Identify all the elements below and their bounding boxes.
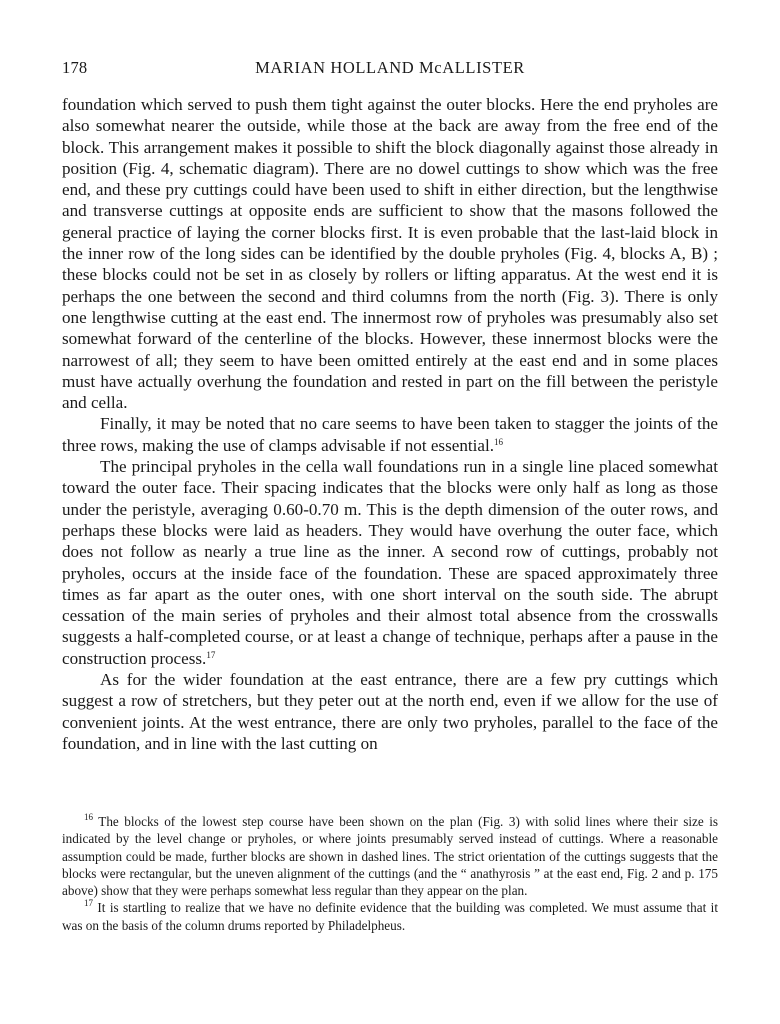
- paragraph: [62, 456, 718, 669]
- footnote-text: It is startling to realize that we have no definite evidence that the building was completed. We must assume that it was on the basis of the column drums reported by Philadelpheus.: [62, 900, 718, 933]
- paragraph-text: Finally, it may be noted that no care seems to have been taken to stagger the joints of the three rows, making the use of clamps advisable if not essential.: [62, 414, 718, 455]
- body-text: [62, 94, 718, 754]
- page-header: [62, 58, 718, 82]
- footnote: [62, 899, 718, 934]
- footnote-number: 17: [84, 898, 93, 909]
- paragraph-text: The principal pryholes in the cella wall foundations run in a single line placed somewhat toward the outer face. Their spacing indicates that the blocks were only half as long as those under the peristyle, averaging 0.60-0.70 m. This is the depth dimension of the outer rows, and perhaps these blocks were laid as headers. They would have overhung the outer face, which does not follow as nearly a true line as the inner. A second row of cuttings, probably not pryholes, occurs at the inside face of the foundation. These are spaced approximately three times as far apart as the outer ones, with one short interval on the south side. The abrupt cessation of the main series of pryholes and their almost total absence from the crosswalls suggests a half-completed course, or at least a change of technique, perhaps after a pause in the construction process.: [62, 457, 718, 668]
- paragraph: As for the wider foundation at the east entrance, there are a few pry cuttings which suggest a row of stretchers, but they peter out at the north end, even if we allow for the use of convenient joints. At the west entrance, there are only two pryholes, parallel to the face of the foundation, and in line with the last cutting on: [62, 670, 718, 753]
- paragraph: foundation which served to push them tight against the outer blocks. Here the end pryholes are also somewhat nearer the outside, while those at the back are away from the free end of the block. This arrangement makes it possible to shift the block diagonally against those already in position (Fig. 4, schematic diagram). There are no dowel cuttings to show which was the free end, and these pry cuttings could have been used to shift in either direction, but the lengthwise and transverse cuttings at opposite ends are sufficient to show that the masons followed the general practice of laying the corner blocks first. It is even probable that the last-laid block in the inner row of the long sides can be identified by the double pryholes (Fig. 4, blocks A, B) ; these blocks could not be set in as closely by rollers or lifting apparatus. At the west end it is perhaps the one between the second and third columns from the north (Fig. 3). There is only one lengthwise cutting at the east end. The innermost row of pryholes was presumably also set somewhat forward of the centerline of the blocks. However, these innermost blocks were the narrowest of all; they seem to have been omitted entirely at the east end and in some places must have actually overhung the foundation and rested in part on the fill between the peristyle and cella.: [62, 95, 718, 413]
- footnote-ref-16[interactable]: 16: [493, 436, 503, 447]
- footnote-ref-17[interactable]: 17: [206, 649, 216, 660]
- page-number: 178: [62, 58, 88, 77]
- running-title: MARIAN HOLLAND McALLISTER: [255, 58, 525, 77]
- footnote-text: The blocks of the lowest step course have been shown on the plan (Fig. 3) with solid lines where their size is indicated by the level change or pryholes, or where joints presumably served instead of cuttings. Where a reasonable assumption could be made, further blocks are shown in dashed lines. The strict orientation of the cuttings suggests that the blocks were rectangular, but the uneven alignment of the cuttings (and the “ anathyrosis ” at the east end, Fig. 2 and p. 175 above) show that they were perhaps somewhat less regular than they appear on the plan.: [62, 814, 718, 899]
- footnote-number: 16: [84, 812, 93, 822]
- footnotes: [62, 813, 718, 934]
- footnote: [62, 813, 718, 899]
- paragraph: [62, 413, 718, 456]
